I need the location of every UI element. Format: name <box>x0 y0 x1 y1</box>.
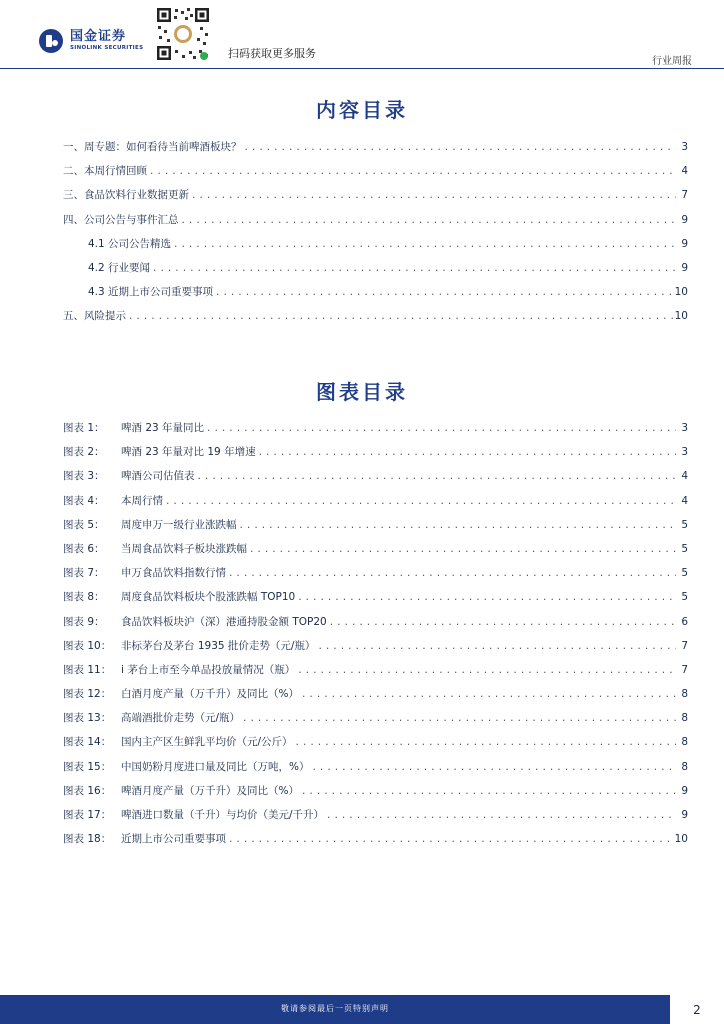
figure-number: 图表 1： <box>63 422 105 434</box>
figure-page: 5 <box>681 518 688 531</box>
dot-leader <box>242 714 676 724</box>
figure-entry[interactable] <box>63 420 688 444</box>
figure-entry[interactable] <box>63 638 688 662</box>
dot-leader <box>301 787 676 797</box>
figure-label: 中国奶粉月度进口量及同比（万吨，%） <box>121 760 310 773</box>
figure-number: 图表 15： <box>63 760 112 773</box>
figure-entry[interactable] <box>63 565 688 589</box>
figure-entry[interactable] <box>63 493 688 517</box>
sinolink-logo-icon <box>38 28 64 54</box>
figure-page: 5 <box>681 567 688 580</box>
figure-page: 8 <box>681 736 688 749</box>
figure-label: 啤酒公司估值表 <box>121 470 195 483</box>
figure-label: 啤酒 23 年量对比 19 年增速 <box>121 446 256 459</box>
toc-entry-page: 9 <box>681 261 688 274</box>
figure-label: 当周食品饮料子板块涨跌幅 <box>121 542 247 555</box>
figure-number: 图表 11： <box>63 663 112 676</box>
toc-entry[interactable] <box>63 308 688 332</box>
dot-leader <box>326 811 676 821</box>
figure-label: 白酒月度产量（万千升）及同比（%） <box>121 688 299 701</box>
toc-subentry[interactable] <box>63 260 688 284</box>
dot-leader <box>317 642 676 652</box>
figure-number: 图表 10： <box>63 639 112 652</box>
toc-entry-page: 3 <box>681 141 688 153</box>
dot-leader <box>301 690 676 700</box>
figure-entry[interactable] <box>63 662 688 686</box>
dot-leader <box>228 569 676 579</box>
figure-label: 食品饮料板块沪（深）港通持股金额 TOP20 <box>121 615 327 628</box>
figure-entry[interactable] <box>63 686 688 710</box>
figure-page: 8 <box>681 760 688 773</box>
figure-label: 周度申万一级行业涨跌幅 <box>121 518 237 531</box>
figure-label: 啤酒进口数量（千升）与均价（美元/千升） <box>121 809 325 821</box>
dot-leader <box>249 545 676 555</box>
figure-page: 8 <box>681 712 688 725</box>
qr-code-icon[interactable] <box>155 6 211 62</box>
figure-number: 图表 6： <box>63 542 105 555</box>
figure-label: 国内主产区生鲜乳平均价（元/公斤） <box>121 736 293 749</box>
figure-entry[interactable] <box>63 759 688 783</box>
toc-entry-label: 四、公司公告与事件汇总 <box>63 213 179 226</box>
figure-page: 4 <box>681 494 688 507</box>
toc-entry-label: 4.3 近期上市公司重要事项 <box>88 286 214 299</box>
figure-page: 9 <box>681 784 688 797</box>
figure-number: 图表 4： <box>63 494 105 507</box>
toc-entry-page: 7 <box>681 189 688 202</box>
figure-number: 图表 12： <box>63 688 112 701</box>
toc-entry-label: 三、食品饮料行业数据更新 <box>63 189 189 202</box>
dot-leader <box>181 216 677 226</box>
toc-entry-label: 4.2 行业要闻 <box>88 261 151 274</box>
figure-label: 本周行情 <box>121 494 163 507</box>
dot-leader <box>152 264 676 274</box>
dot-leader <box>165 497 676 507</box>
figure-number: 图表 16： <box>63 784 112 797</box>
figure-entry[interactable] <box>63 614 688 638</box>
figure-label: 近期上市公司重要事项 <box>121 833 226 846</box>
brand-name-en: SINOLINK SECURITIES <box>70 45 144 51</box>
dot-leader <box>149 167 676 177</box>
figure-entry[interactable] <box>63 831 688 855</box>
figure-number: 图表 17： <box>63 809 112 821</box>
figure-entry[interactable] <box>63 444 688 468</box>
contents-list <box>63 139 688 333</box>
figure-page: 3 <box>681 446 688 459</box>
dot-leader <box>239 521 677 531</box>
dot-leader <box>215 288 673 298</box>
header-divider <box>0 68 724 69</box>
figure-number: 图表 9： <box>63 615 105 628</box>
figure-number: 图表 7： <box>63 567 105 580</box>
figure-number: 图表 8： <box>63 591 105 604</box>
dot-leader <box>295 738 676 748</box>
figure-page: 9 <box>681 809 688 821</box>
toc-entry-label: 一、周专题：如何看待当前啤酒板块？ <box>63 141 242 153</box>
figure-entry[interactable] <box>63 517 688 541</box>
figure-number: 图表 3： <box>63 470 105 483</box>
dot-leader <box>297 666 676 676</box>
figure-page: 5 <box>681 542 688 555</box>
toc-entry-page: 10 <box>674 310 688 323</box>
figure-label: 周度食品饮料板块个股涨跌幅 TOP10 <box>121 591 296 604</box>
figure-entry[interactable] <box>63 710 688 734</box>
figure-label: 非标茅台及茅台 1935 批价走势（元/瓶） <box>121 639 316 652</box>
toc-entry-page: 4 <box>681 165 688 178</box>
figure-label: i 茅台上市至今单品投放量情况（瓶） <box>121 663 296 676</box>
dot-leader <box>173 240 676 250</box>
toc-entry-label: 五、风险提示 <box>63 310 126 323</box>
figure-page: 4 <box>681 470 688 483</box>
figure-number: 图表 5： <box>63 518 105 531</box>
figures-list <box>63 420 688 855</box>
dot-leader <box>297 593 676 603</box>
toc-entry-page: 9 <box>681 237 688 250</box>
figure-number: 图表 13： <box>63 712 112 725</box>
toc-subentry[interactable] <box>63 236 688 260</box>
dot-leader <box>197 472 677 482</box>
dot-leader <box>244 143 677 153</box>
toc-entry[interactable] <box>63 212 688 236</box>
page-number: 2 <box>693 1002 701 1017</box>
figure-page: 7 <box>681 639 688 652</box>
qr-caption: 扫码获取更多服务 <box>228 47 316 60</box>
figure-label: 啤酒月度产量（万千升）及同比（%） <box>121 784 299 797</box>
figure-entry[interactable] <box>63 468 688 492</box>
footer-disclaimer: 敬请参阅最后一页特别声明 <box>281 1004 389 1013</box>
brand-name-cn: 国金证券 <box>70 29 127 44</box>
figure-entry[interactable] <box>63 541 688 565</box>
toc-entry[interactable] <box>63 139 688 163</box>
dot-leader <box>206 424 676 434</box>
toc-entry-label: 4.1 公司公告精选 <box>88 237 172 250</box>
figure-entry[interactable] <box>63 783 688 807</box>
page-header <box>0 0 724 70</box>
dot-leader <box>329 618 676 628</box>
figure-page: 6 <box>681 615 688 628</box>
figures-title: 图表目录 <box>316 380 408 404</box>
figure-number: 图表 14： <box>63 736 112 749</box>
contents-title: 内容目录 <box>316 98 408 122</box>
figure-page: 7 <box>681 663 688 676</box>
figure-entry[interactable] <box>63 734 688 758</box>
dot-leader <box>228 835 673 845</box>
toc-entry-page: 9 <box>681 213 688 226</box>
toc-subentry[interactable] <box>63 284 688 308</box>
figure-page: 8 <box>681 688 688 701</box>
toc-entry[interactable] <box>63 163 688 187</box>
report-type-label: 行业周报 <box>652 56 692 67</box>
dot-leader <box>258 448 676 458</box>
figure-entry[interactable] <box>63 807 688 831</box>
dot-leader <box>191 191 676 201</box>
figure-label: 申万食品饮料指数行情 <box>121 567 226 580</box>
figure-number: 图表 2： <box>63 446 105 459</box>
figure-label: 啤酒 23 年量同比 <box>121 422 205 434</box>
toc-entry-label: 二、本周行情回顾 <box>63 165 147 178</box>
figure-entry[interactable] <box>63 589 688 613</box>
figure-page: 5 <box>681 591 688 604</box>
dot-leader <box>128 312 673 322</box>
figure-page: 3 <box>681 422 688 434</box>
figure-label: 高端酒批价走势（元/瓶） <box>121 712 241 725</box>
dot-leader <box>311 763 676 773</box>
brand-logo <box>38 28 143 54</box>
toc-entry[interactable] <box>63 187 688 211</box>
toc-entry-page: 10 <box>674 286 688 299</box>
figure-number: 图表 18： <box>63 833 112 846</box>
figure-page: 10 <box>674 833 688 846</box>
